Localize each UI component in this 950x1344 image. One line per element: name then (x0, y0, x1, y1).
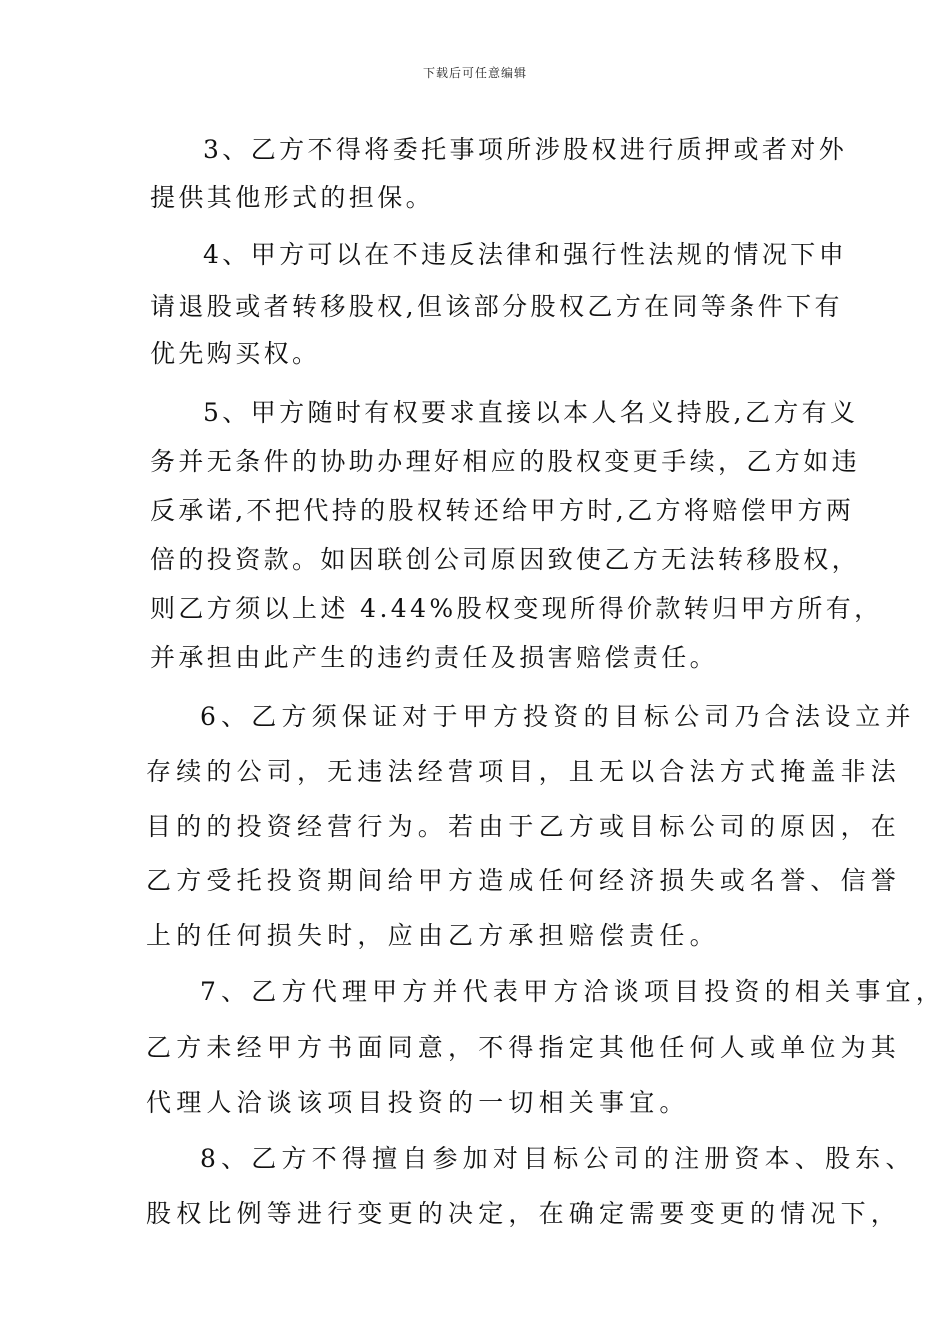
paragraph-line: 股权比例等进行变更的决定，在确定需要变更的情况下， (146, 1199, 902, 1228)
paragraph-line: 7、乙方代理甲方并代表甲方洽谈项目投资的相关事宜， (200, 977, 946, 1006)
paragraph-line: 4、甲方可以在不违反法律和强行性法规的情况下申 (203, 240, 848, 269)
paragraph-line: 并承担由此产生的违约责任及损害赔偿责任。 (150, 643, 719, 672)
paragraph-line: 上的任何损失时，应由乙方承担赔偿责任。 (146, 921, 720, 950)
paragraph-line: 则乙方须以上述 4.44%股权变现所得价款转归甲方所有， (150, 594, 883, 623)
paragraph-line: 倍的投资款。如因联创公司原因致使乙方无法转移股权， (150, 545, 861, 574)
paragraph-line: 代理人洽谈该项目投资的一切相关事宜。 (146, 1088, 690, 1117)
paragraph-line: 乙方受托投资期间给甲方造成任何经济损失或名誉、信誉 (146, 866, 902, 895)
paragraph-line: 8、乙方不得擅自参加对目标公司的注册资本、股东、 (200, 1144, 916, 1173)
paragraph-line: 务并无条件的协助办理好相应的股权变更手续，乙方如违 (150, 447, 861, 476)
paragraph-line: 请退股或者转移股权,但该部分股权乙方在同等条件下有 (150, 292, 843, 321)
paragraph-line: 提供其他形式的担保。 (150, 183, 435, 212)
paragraph-line: 6、乙方须保证对于甲方投资的目标公司乃合法设立并 (200, 702, 916, 731)
paragraph-line: 乙方未经甲方书面同意，不得指定其他任何人或单位为其 (146, 1033, 902, 1062)
paragraph-line: 3、乙方不得将委托事项所涉股权进行质押或者对外 (203, 135, 848, 164)
paragraph-line: 存续的公司，无违法经营项目，且无以合法方式掩盖非法 (146, 757, 902, 786)
page-header: 下载后可任意编辑 (422, 66, 527, 80)
paragraph-line: 优先购买权。 (150, 339, 321, 368)
paragraph-line: 目的的投资经营行为。若由于乙方或目标公司的原因，在 (146, 812, 902, 841)
paragraph-line: 5、甲方随时有权要求直接以本人名义持股,乙方有义 (203, 398, 859, 427)
paragraph-line: 反承诺,不把代持的股权转还给甲方时,乙方将赔偿甲方两 (150, 496, 855, 525)
